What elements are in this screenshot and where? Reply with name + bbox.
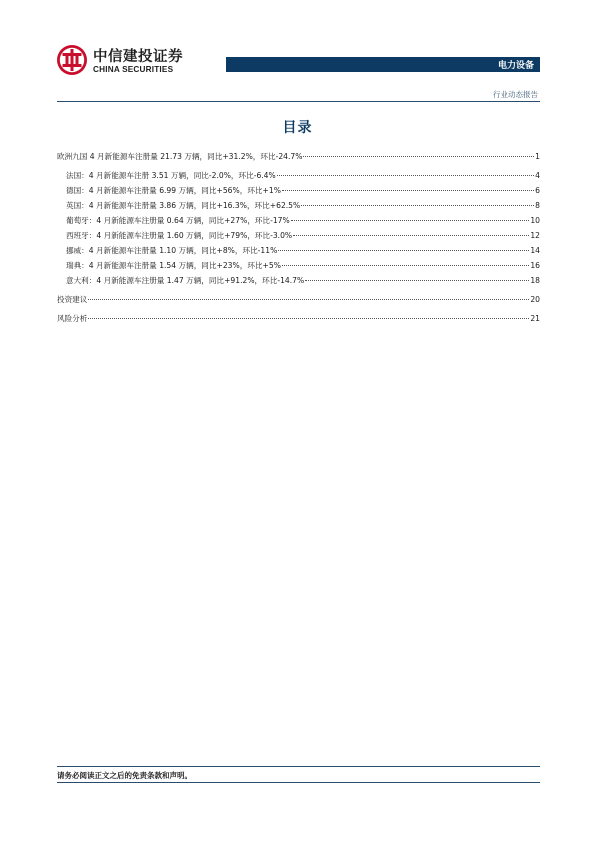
toc-entry-page: 1 — [535, 152, 540, 161]
toc-entry-text: 瑞典：4 月新能源车注册量 1.54 万辆，同比+23%，环比+5% — [66, 261, 281, 270]
toc-entry-text: 西班牙：4 月新能源车注册量 1.60 万辆，同比+79%，环比-3.0% — [66, 231, 293, 240]
toc-entry-page: 4 — [535, 171, 540, 180]
toc-entry-page: 16 — [530, 261, 540, 270]
toc-entry-text: 英国：4 月新能源车注册量 3.86 万辆，同比+16.3%，环比+62.5% — [66, 201, 301, 210]
toc-leader — [301, 205, 534, 206]
brand-name-cn: 中信建投证券 — [93, 48, 183, 65]
toc-entry-page: 21 — [530, 314, 540, 323]
toc-entry-spain[interactable] — [57, 228, 540, 243]
toc-entry-investment-advice[interactable] — [57, 292, 540, 307]
toc-leader — [88, 299, 529, 300]
toc-entry-page: 12 — [530, 231, 540, 240]
toc-leader — [277, 175, 534, 176]
toc-entry-text: 挪威：4 月新能源车注册量 1.10 万辆，同比+8%，环比-11% — [66, 246, 278, 255]
toc-entry-sweden[interactable] — [57, 258, 540, 273]
footer-disclaimer: 请务必阅读正文之后的免责条款和声明。 — [57, 771, 192, 780]
toc-entry-text: 投资建议 — [57, 295, 88, 304]
brand-name-en: CHINA SECURITIES — [93, 65, 174, 74]
toc-leader — [305, 280, 529, 281]
sector-label: 电力设备 — [497, 61, 534, 71]
toc-leader — [88, 318, 529, 319]
footer-divider-bottom — [57, 782, 540, 783]
toc-leader — [293, 235, 529, 236]
toc-entry-germany[interactable] — [57, 183, 540, 198]
header-divider — [57, 101, 540, 102]
toc-entry-text: 意大利：4 月新能源车注册量 1.47 万辆，同比+91.2%，环比-14.7% — [66, 276, 305, 285]
toc-entry-italy[interactable] — [57, 273, 540, 288]
toc-entry-norway[interactable] — [57, 243, 540, 258]
footer-divider-top — [57, 766, 540, 767]
toc-entry-uk[interactable] — [57, 198, 540, 213]
header-bar — [226, 57, 540, 72]
toc-entry-portugal[interactable] — [57, 213, 540, 228]
toc-entry-text: 欧洲九国 4 月新能源车注册量 21.73 万辆，同比+31.2%，环比-24.7% — [57, 152, 303, 161]
toc-entry-text: 风险分析 — [57, 314, 88, 323]
toc-leader — [278, 250, 529, 251]
toc-entry-page: 6 — [535, 186, 540, 195]
report-type: 行业动态报告 — [493, 90, 538, 99]
toc-entry-text: 德国：4 月新能源车注册量 6.99 万辆，同比+56%，环比+1% — [66, 186, 281, 195]
toc-entry-page: 18 — [530, 276, 540, 285]
toc-leader — [282, 265, 529, 266]
toc-leader — [303, 156, 534, 157]
toc-entry-france[interactable] — [57, 168, 540, 183]
toc-entry-page: 10 — [530, 216, 540, 225]
toc-leader — [282, 190, 534, 191]
toc-entry-text: 法国：4 月新能源车注册 3.51 万辆，同比-2.0%，环比-6.4% — [66, 171, 276, 180]
toc-entry-page: 20 — [530, 295, 540, 304]
toc-entry-page: 14 — [530, 246, 540, 255]
toc-entry-page: 8 — [535, 201, 540, 210]
toc-entry-risk-analysis[interactable] — [57, 311, 540, 326]
toc-entry-text: 葡萄牙：4 月新能源车注册量 0.64 万辆，同比+27%，环比-17% — [66, 216, 290, 225]
toc-leader — [291, 220, 530, 221]
citic-logo-icon — [56, 44, 88, 76]
toc-title: 目录 — [282, 120, 313, 136]
toc-entry-europe[interactable] — [57, 149, 540, 164]
table-of-contents — [57, 149, 540, 326]
